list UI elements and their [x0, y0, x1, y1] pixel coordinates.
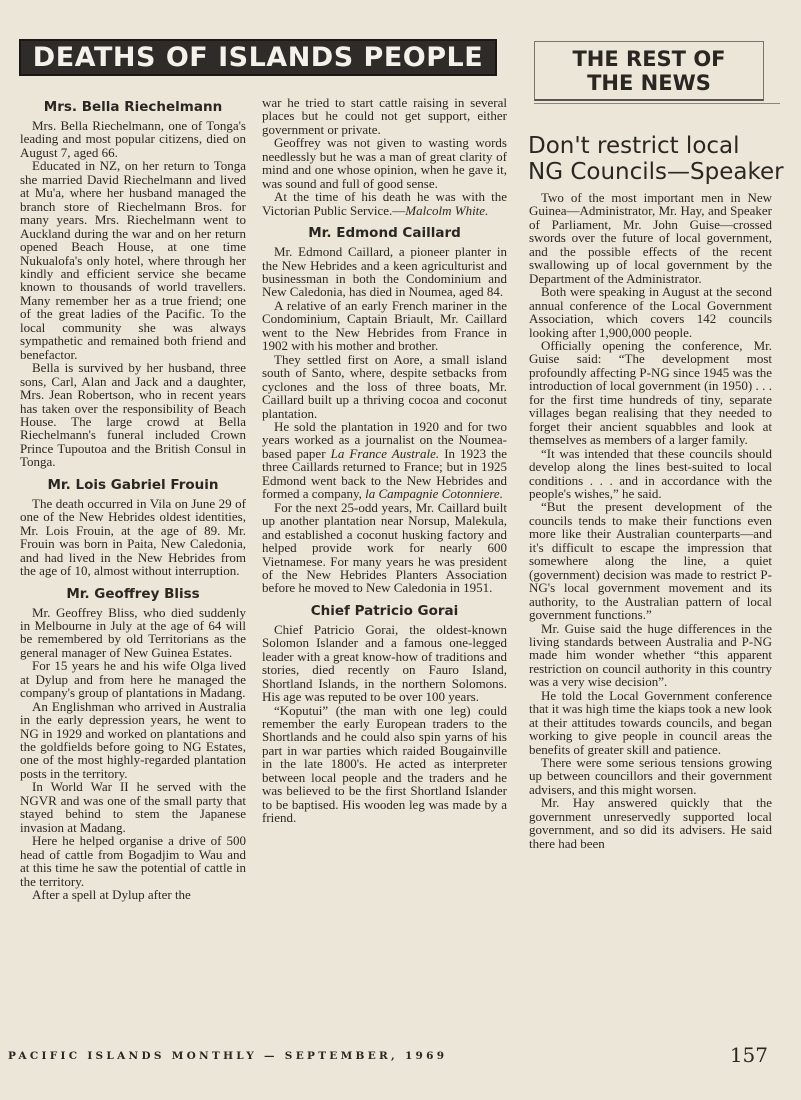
column-1 — [20, 99, 246, 901]
headline-line-2: NG Councils—Speaker — [528, 159, 784, 185]
paragraph-text: He sold the plantation in 1920 and for two years worked as a journalist on the Noumea-based paper — [262, 418, 507, 461]
paragraph — [262, 420, 507, 501]
column-3 — [529, 191, 772, 850]
paragraph: An Englishman who arrived in Australia in the early depression years, he went to NG in 1929 and worked on plantations and the goldfields before going to NG Estates, one of the most highly-regarded plantation posts in the territory. — [20, 698, 246, 781]
paragraph: Both were speaking in August at the second annual conference of the Local Government Association, which covers 142 councils looking after 1,900,000 people. — [529, 284, 772, 340]
paragraph: Chief Patricio Gorai, the oldest-known Solomon Islander and a famous one-legged leader with a great know-how of traditions and stories, died recently on Fauro Island, Shortland Islands, in the northern Solomons. His age was reputed to be over 100 years. — [262, 621, 507, 705]
paragraph: Mr. Hay answered quickly that the government unreservedly supported local government, and so did its advisers. He said there had been — [529, 795, 772, 851]
obituary-heading: Mr. Lois Gabriel Frouin — [47, 476, 219, 493]
paragraph-text: At the time of his death he was with the Victorian Public Service.— — [262, 189, 507, 218]
rest-title-line-2: THE NEWS — [587, 70, 711, 95]
paragraph: Bella is survived by her husband, three sons, Carl, Alan and Jack and a daughter, Mrs. Jean Robertson, who in recent years has taken over the responsibility of Beach House. The large crowd at Bella Riechelmann's funeral included Crown Prince Tupoutoa and the British Consul in Tonga. — [20, 360, 246, 470]
paragraph: A relative of an early French mariner in the Condominium, Captain Briault, Mr. Caillard went to the New Hebrides from France in 1902 with his mother and brother. — [262, 297, 507, 354]
banner-title: DEATHS OF ISLANDS PEOPLE — [32, 42, 484, 73]
paragraph: Educated in NZ, on her return to Tonga she married David Riechelmann and lived at Mu'a, where her husband managed the branch store of Riechelmann Bros. for many years. Mrs. Riechelmann went to Auckland during the war and on her return opened Beach House, at one time Nukualofa's only hotel, where through her kindly and efficient service she became known to thousands of world travellers. Many remember her as a true friend; one of the great ladies of the Pacific. To the local community she was always sympathetic and remained both friend and benefactor. — [20, 158, 246, 362]
page-footer — [8, 1038, 788, 1068]
paragraph: Two of the most important men in New Guinea—Administrator, Mr. Hay, and Speaker of Parliament, Mr. John Guise—crossed swords over the future of local government, and the possible effects of the recent swallowing up of local government by the Department of the Administrator. — [529, 190, 772, 286]
paragraph: Geoffrey was not given to wasting words needlessly but he was a man of great clarity of mind and one whose opinion, when he gave it, was sound and full of good sense. — [262, 135, 507, 191]
divider — [534, 103, 780, 104]
paragraph: “But the present development of the councils tends to make their functions even more like their Australian counterparts—and it's difficult to escape the impression that somewhere along the line, a quiet (government) decision was made to restrict P-NG's local government movement and its authority, to the Australian pattern of local government functions.” — [529, 499, 772, 623]
obituary-heading: Mrs. Bella Riechelmann — [43, 99, 223, 115]
paragraph: He told the Local Government conference that it was high time the kiaps took a new look at their attitudes towards councils, and began working to give people in council areas the benefits of greater skill and patience. — [529, 687, 772, 757]
paragraph: They settled first on Aore, a small island south of Santo, where, despite setbacks from cyclones and the loss of three boats, Mr. Caillard built up a thriving cocoa and coconut plantation. — [262, 351, 507, 421]
headline-line-1: Don't restrict local — [528, 133, 740, 159]
paragraph: Here he helped organise a drive of 500 head of cattle from Bogadjim to Wau and at this time he saw the potential of cattle in the territory. — [20, 833, 246, 889]
paragraph: Officially opening the conference, Mr. Guise said: “The development most profoundly affecting P-NG since 1945 was the introduction of local government (in 1950) . . . for the first time hundreds of tiny, separate villages began realising that they needed to forget their ancient squabbles and look at themselves as members of a larger family. — [529, 337, 772, 448]
paragraph: Mr. Guise said the huge differences in the living standards between Australia and P-NG made him wonder whether “this apparent restriction on council authority in this country was a very wise decision”. — [529, 620, 772, 690]
obituary-heading: Chief Patricio Gorai — [310, 602, 459, 619]
paragraph: “Koputui” (the man with one leg) could remember the early European traders to the Shortlands and he could also spin yarns of his part in war parties which raided Bougainville in the late 1800's. He acted as interpreter between local people and the traders and he was believed to be the first Shortland Islander to be baptised. His wooden leg was made by a friend. — [262, 702, 507, 826]
paragraph: “It was intended that these councils should develop along the lines best-suited to local conditions . . . and in accordance with the people's wishes,” he said. — [529, 445, 772, 501]
page-number: 157 — [729, 1043, 768, 1067]
paragraph: After a spell at Dylup after the — [32, 887, 191, 903]
news-headline — [528, 133, 788, 185]
section-banner — [19, 39, 497, 76]
paragraph-text: In 1923 the three Caillards returned to France; but in 1925 Edmond went back to the New Hebrides and formed a company, — [262, 445, 508, 502]
author-signature: Malcolm White. — [405, 202, 489, 218]
paragraph: The death occurred in Vila on June 29 of one of the New Hebrides oldest identities, Mr. Lois Frouin, at the age of 89. Mr. Frouin was born in Paita, New Caledonia, and had lived in the New Hebrides from the age of 10, almost without interruption. — [20, 495, 246, 579]
paragraph: There were some serious tensions growing up between councillors and their government advisers, and this might worsen. — [529, 755, 772, 797]
company-name: la Campagnie Cotonniere. — [365, 486, 503, 502]
paragraph: war he tried to start cattle raising in several places but he could not get support, either government or private. — [262, 95, 507, 137]
magazine-name: PACIFIC ISLANDS MONTHLY — SEPTEMBER, 1969 — [8, 1050, 448, 1062]
paragraph: For the next 25-odd years, Mr. Caillard built up another plantation near Norsup, Malekula, and established a coconut husking factory and helped provide work for nearly 600 Vietnamese. For many years he was president of the New Hebrides Planters Association before he moved to New Caledonia in 1951. — [262, 499, 507, 596]
paragraph — [262, 190, 507, 217]
obituary-heading: Mr. Geoffrey Bliss — [66, 585, 200, 602]
obituary-heading: Mr. Edmond Caillard — [308, 225, 461, 242]
paragraph: Mr. Edmond Caillard, a pioneer planter in the New Hebrides and a keen agriculturist and businessman in both the Condominium and New Caledonia, has died in Noumea, aged 84. — [262, 244, 507, 300]
paragraph: In World War II he served with the NGVR and was one of the small party that stayed behind to stem the Japanese invasion at Madang. — [20, 779, 246, 835]
rest-of-news-box — [534, 41, 764, 101]
paragraph: Mr. Geoffrey Bliss, who died suddenly in Melbourne in July at the age of 64 will be remembered by old Territorians as the general manager of New Guinea Estates. — [20, 604, 246, 660]
column-2 — [262, 96, 507, 825]
paragraph: Mrs. Bella Riechelmann, one of Tonga's leading and most popular citizens, died on August 7, aged 66. — [20, 118, 246, 160]
rest-title-line-1: THE REST OF — [572, 46, 726, 71]
paragraph: For 15 years he and his wife Olga lived at Dylup and from here he managed the company's group of plantations in Madang. — [20, 658, 246, 701]
paper-name: La France Australe. — [330, 445, 440, 461]
